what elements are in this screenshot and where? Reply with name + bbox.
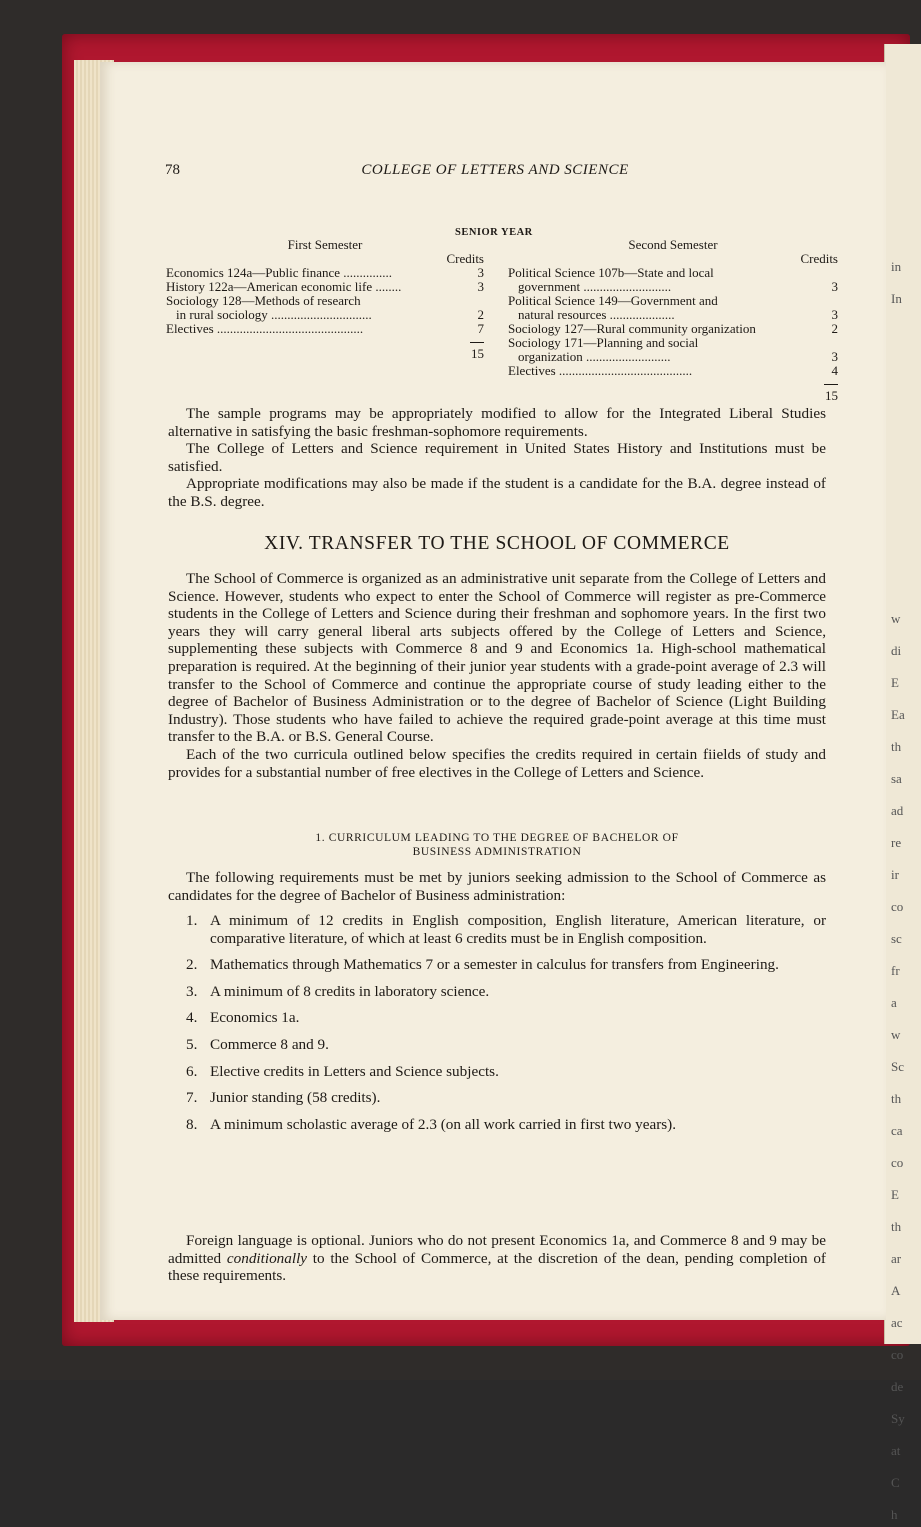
course-credits xyxy=(824,266,838,280)
adjacent-page-fragment: ar xyxy=(891,1251,902,1266)
adjacent-page-fragment: in xyxy=(891,259,902,274)
adjacent-page-fragment: w xyxy=(891,611,901,626)
course-row xyxy=(166,322,484,336)
adjacent-page-fragment: de xyxy=(891,1379,904,1394)
course-row xyxy=(508,336,838,350)
adjacent-page-fragment: co xyxy=(891,899,904,914)
course-name: Sociology 128—Methods of research xyxy=(166,293,361,308)
adjacent-page-fragment: sa xyxy=(891,771,902,786)
adjacent-page-fragment: di xyxy=(891,643,902,658)
course-credits: 2 xyxy=(831,321,838,336)
adjacent-page-fragment: ir xyxy=(891,867,899,882)
adjacent-page-fragment: re xyxy=(891,835,902,850)
course-credits: 3 xyxy=(831,307,838,322)
section-title: XIV. TRANSFER TO THE SCHOOL OF COMMERCE xyxy=(264,533,730,554)
adjacent-page-fragment: ad xyxy=(891,803,904,818)
page-number: 78 xyxy=(165,162,180,178)
adjacent-page-fragment: In xyxy=(891,291,902,306)
adjacent-page-fragment: h xyxy=(891,1507,898,1522)
curriculum-title xyxy=(168,831,826,859)
course-row xyxy=(508,266,838,280)
requirement-text: Commerce 8 and 9. xyxy=(210,1035,329,1053)
running-head: COLLEGE OF LETTERS AND SCIENCE xyxy=(361,162,629,178)
curriculum-intro: The following requirements must be met by juniors seeking admission to the School of Commerce as candidates for the degree of Bachelor of Business administration: xyxy=(168,869,826,904)
course-name: Electives ............................................. xyxy=(166,321,364,336)
adjacent-page-fragment: fr xyxy=(891,963,900,978)
adjacent-page-fragment: ca xyxy=(891,1123,903,1138)
second-semester-total: 15 xyxy=(825,388,838,403)
adjacent-page-fragment: co xyxy=(891,1155,904,1170)
adjacent-page-fragment: w xyxy=(891,1027,901,1042)
second-semester-total-rule xyxy=(824,384,838,385)
curriculum-title-line: 1. CURRICULUM LEADING TO THE DEGREE OF BACHELOR OF xyxy=(315,832,679,844)
requirement-text: A minimum of 12 credits in English composition, English literature, American literature, or comparative literature, of which at least 6 credits must be in English composition. xyxy=(210,912,826,947)
requirement-text: A minimum scholastic average of 2.3 (on all work carried in first two years). xyxy=(210,1115,677,1133)
requirement-number: 8. xyxy=(186,1115,198,1133)
first-semester-credits-label: Credits xyxy=(446,251,484,266)
adjacent-page-fragment: A xyxy=(891,1283,901,1298)
requirement-number: 1. xyxy=(186,912,198,929)
course-name: organization .......................... xyxy=(518,349,671,364)
first-semester-heading: First Semester xyxy=(287,237,363,252)
course-row xyxy=(508,364,838,378)
closing-emphasis: conditionally xyxy=(226,1249,308,1267)
page-header xyxy=(165,162,825,184)
requirement-number: 4. xyxy=(186,1009,198,1027)
adjacent-page-fragment: C xyxy=(891,1475,900,1490)
course-name: in rural sociology ............................... xyxy=(176,307,372,322)
course-credits: 7 xyxy=(477,321,484,336)
requirement-item xyxy=(186,1089,826,1107)
adjacent-page-fragment: Sc xyxy=(891,1059,904,1074)
requirement-text: Mathematics through Mathematics 7 or a semester in calculus for transfers from Engineering. xyxy=(210,956,779,974)
course-name: government ........................... xyxy=(518,279,672,294)
course-row xyxy=(508,322,838,336)
course-credits: 4 xyxy=(831,363,838,378)
first-semester-total-rule xyxy=(470,342,484,343)
requirements-list xyxy=(186,912,826,1142)
requirement-number: 5. xyxy=(186,1035,198,1053)
adjacent-page-edge xyxy=(884,44,921,1522)
course-credits: 3 xyxy=(831,279,838,294)
curriculum-title-line: BUSINESS ADMINISTRATION xyxy=(412,846,582,858)
requirement-text: Junior standing (58 credits). xyxy=(210,1089,381,1107)
closing-text: Foreign language is optional. Juniors who do not present Economics 1a, and Commerce 8 and 9 may be admitted xyxy=(168,1232,826,1267)
closing-block xyxy=(168,1232,826,1285)
senior-year-title: SENIOR YEAR xyxy=(455,227,533,238)
requirement-item xyxy=(186,983,826,1001)
course-row xyxy=(166,308,484,322)
adjacent-page-fragment: th xyxy=(891,1219,902,1234)
requirement-item xyxy=(186,1063,826,1081)
first-semester-course-list xyxy=(166,266,484,336)
first-semester-total: 15 xyxy=(471,346,484,361)
course-row xyxy=(508,350,838,364)
adjacent-page-fragment: a xyxy=(891,995,897,1010)
requirement-item xyxy=(186,912,826,947)
adjacent-page-fragment: Ea xyxy=(891,707,905,722)
notes-block xyxy=(168,405,826,511)
requirement-text: A minimum of 8 credits in laboratory science. xyxy=(210,982,490,1000)
second-semester-course-list xyxy=(508,266,838,378)
requirement-item xyxy=(186,1036,826,1054)
requirement-number: 3. xyxy=(186,982,198,1000)
curriculum-intro-block xyxy=(168,869,826,904)
adjacent-page-fragment: at xyxy=(891,1443,901,1458)
course-row xyxy=(508,308,838,322)
course-name: History 122a—American economic life ........ xyxy=(166,279,402,294)
course-credits xyxy=(824,294,838,308)
course-row xyxy=(166,294,484,308)
adjacent-page-fragment: ac xyxy=(891,1315,903,1330)
section-body xyxy=(168,570,826,781)
note-paragraph: The College of Letters and Science requirement in United States History and Institutions must be satisfied. xyxy=(168,440,826,475)
course-row xyxy=(166,266,484,280)
course-name: Electives ......................................... xyxy=(508,363,693,378)
course-credits: 3 xyxy=(477,279,484,294)
course-credits: 3 xyxy=(477,265,484,280)
adjacent-page-fragment: E xyxy=(891,675,899,690)
adjacent-page-fragment: co xyxy=(891,1347,904,1362)
adjacent-page-fragment: Sy xyxy=(891,1411,905,1426)
second-semester-column xyxy=(508,238,838,403)
closing-paragraph xyxy=(168,1232,826,1285)
adjacent-page-fragment: th xyxy=(891,1091,902,1106)
adjacent-page-fragment: sc xyxy=(891,931,902,946)
course-credits: 2 xyxy=(477,307,484,322)
course-name: Political Science 107b—State and local xyxy=(508,265,714,280)
course-row xyxy=(508,280,838,294)
course-name: Sociology 127—Rural community organization xyxy=(508,321,756,336)
second-semester-heading: Second Semester xyxy=(628,237,718,252)
course-name: Political Science 149—Government and xyxy=(508,293,718,308)
closing-text: to the School of Commerce, at the discretion of the dean, pending completion of these requirements. xyxy=(168,1249,826,1285)
course-credits: 3 xyxy=(831,349,838,364)
requirement-number: 7. xyxy=(186,1089,198,1107)
requirement-text: Economics 1a. xyxy=(210,1009,300,1027)
requirement-text: Elective credits in Letters and Science subjects. xyxy=(210,1062,499,1080)
course-name: Sociology 171—Planning and social xyxy=(508,335,699,350)
note-paragraph: Appropriate modifications may also be made if the student is a candidate for the B.A. degree instead of the B.S. degree. xyxy=(168,475,826,510)
requirement-item xyxy=(186,956,826,974)
course-row xyxy=(166,280,484,294)
requirement-number: 6. xyxy=(186,1062,198,1080)
requirement-item xyxy=(186,1009,826,1027)
requirement-number: 2. xyxy=(186,956,198,974)
course-credits xyxy=(824,336,838,350)
section-paragraph: Each of the two curricula outlined below specifies the credits required in certain fiields of study and provides for a substantial number of free electives in the College of Letters and Science. xyxy=(168,745,826,781)
adjacent-page-fragment: E xyxy=(891,1187,899,1202)
course-name: natural resources .................... xyxy=(518,307,675,322)
course-row xyxy=(508,294,838,308)
note-paragraph: The sample programs may be appropriately modified to allow for the Integrated Liberal Studies alternative in satisfying the basic freshman-sophomore requirements. xyxy=(168,405,826,440)
first-semester-column xyxy=(166,238,484,361)
requirement-item xyxy=(186,1116,826,1134)
course-name: Economics 124a—Public finance ............... xyxy=(166,265,393,280)
second-semester-credits-label: Credits xyxy=(800,251,838,266)
section-paragraph: The School of Commerce is organized as an administrative unit separate from the College of Letters and Science. However, students who expect to enter the School of Commerce will register as pre-Commerce students in the College of Letters and Science during their freshman and sophomore years. In the first two years they will carry general liberal arts subjects offered by the College of Letters and Science, supplementing these subjects with Commerce 8 and 9 and Economics 1a. High-school mathematical preparation is required. At the beginning of their junior year students with a grade-point average of 2.3 will transfer to the School of Commerce and continue the appropriate course of study leading either to the degree of Bachelor of Business Administration or to the degree of Bachelor of Science (Light Building Industry). Those students who have failed to achieve the required grade-point average at this time must transfer to the B.A. or B.S. General Course. xyxy=(168,570,826,746)
course-credits xyxy=(470,294,484,308)
adjacent-page-fragment: th xyxy=(891,739,902,754)
